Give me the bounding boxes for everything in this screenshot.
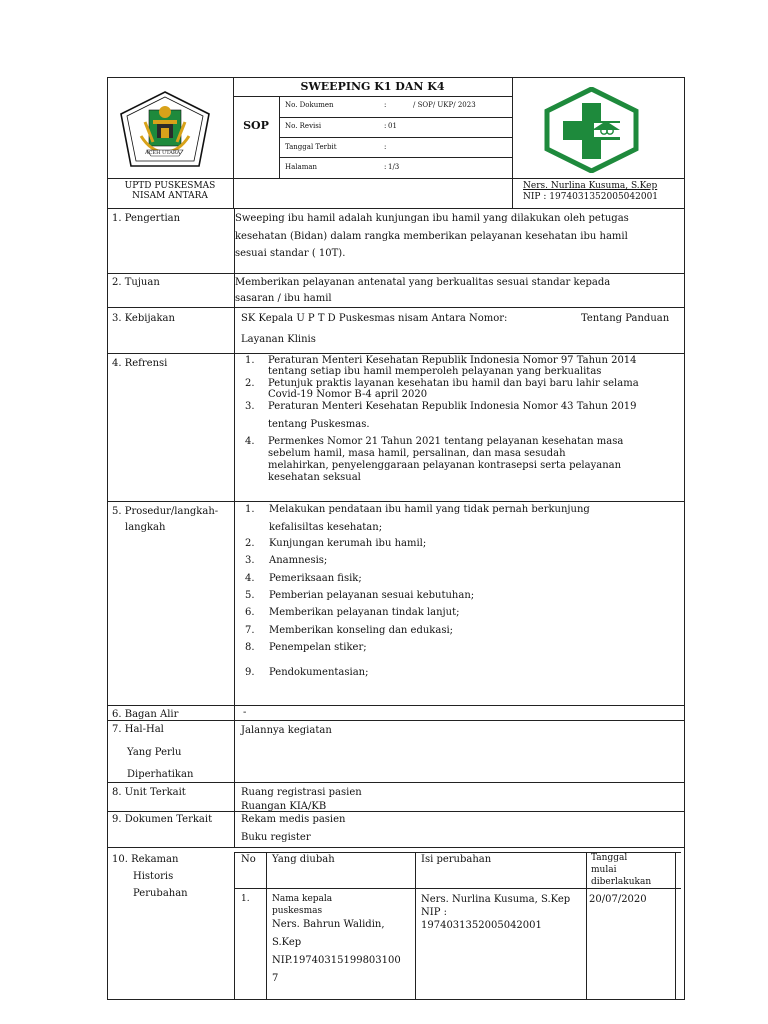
referensi-num-2: 2.: [245, 378, 255, 389]
history-row-yang-5: NIP.19740315199803100: [272, 955, 401, 966]
puskesmas-logo: [544, 87, 639, 173]
signer-nip: NIP : 197403135200504200​1: [523, 192, 659, 202]
history-header-isi: Isi perubahan: [421, 854, 492, 865]
prosedur-num-4: 4.: [245, 573, 255, 584]
history-header-diberlakukan: diberlakukan: [591, 877, 652, 887]
referensi-num-1: 1.: [245, 355, 255, 366]
history-row-yang-1: Nama kepala: [272, 894, 333, 904]
logo-bottom-line: [107, 178, 233, 179]
referensi-3-line-2: tentang Puskesmas.: [268, 419, 370, 430]
referensi-4-line-1: Permenkes Nomor 21 Tahun 2021 tentang pelayanan kesehatan masa: [268, 436, 624, 447]
fields-bottom-line: [233, 178, 512, 179]
row-line-1: [107, 273, 685, 274]
dokumen-value-1: Rekam medis pasien: [241, 814, 346, 825]
field-label-tanggal: Tanggal Terbit: [285, 143, 337, 151]
section-label-referensi: 4. Refrensi: [112, 358, 168, 369]
prosedur-step-7: Memberikan konseling dan edukasi;: [269, 625, 454, 636]
prosedur-step-6: Memberikan pelayanan tindak lanjut;: [269, 607, 460, 618]
history-header-tanggal: Tanggal: [591, 853, 628, 863]
field-line-3: [279, 157, 512, 158]
referensi-1-line-2: tentang setiap ibu hamil memperoleh pelayanan yang berkualitas: [268, 366, 602, 377]
row-line-4: [107, 501, 685, 502]
field-line-1: [279, 117, 512, 118]
pengertian-line-3: sesuai standar ( 10T).: [235, 248, 346, 259]
logo-right-bottom-line: [512, 178, 685, 179]
history-col-2: [415, 852, 416, 999]
referensi-4-line-3: melahirkan, penyelenggaraan pelayanan kontrasepsi serta pelayanan: [268, 460, 622, 471]
history-row-isi-2: NIP :: [421, 907, 447, 918]
history-row-yang-4: S.Kep: [272, 937, 302, 948]
history-row-tanggal: 20/07/2020: [589, 894, 647, 905]
section-label-rekaman: 10. Rekaman: [112, 854, 179, 865]
history-header-yang: Yang diubah: [272, 854, 335, 865]
border-bottom: [107, 999, 685, 1000]
field-label-dokumen: No. Dokumen: [285, 101, 334, 109]
row-line-5: [107, 705, 685, 706]
unit-value-1: Ruang registrasi pasien: [241, 787, 362, 798]
field-value-revisi: 01: [388, 122, 397, 130]
history-col-4: [675, 852, 676, 999]
field-sep-revisi: :: [384, 122, 387, 130]
border-right: [684, 77, 685, 1000]
field-label-halaman: Halaman: [285, 163, 318, 171]
history-header-bottom: [234, 888, 681, 889]
prosedur-step-8: Penempelan stiker;: [269, 642, 367, 653]
history-header-no: No: [241, 854, 256, 865]
section-label-unit: 8. Unit Terkait: [112, 787, 186, 798]
border-left: [107, 77, 108, 1000]
referensi-1-line-1: Peraturan Menteri Kesehatan Republik Indonesia Nomor 97 Tahun 2014: [268, 355, 637, 366]
field-value-dokumen: / SOP/ UKP/ 2023: [413, 101, 476, 109]
prosedur-step-3: Anamnesis;: [269, 555, 328, 566]
prosedur-step-9: Pendokumentasian;: [269, 667, 369, 678]
prosedur-num-2: 2.: [245, 538, 255, 549]
sop-label: SOP: [243, 119, 269, 132]
referensi-num-4: 4.: [245, 436, 255, 447]
prosedur-num-5: 5.: [245, 590, 255, 601]
kebijakan-line-2: Layanan Klinis: [241, 334, 316, 345]
section-label-tujuan: 2. Tujuan: [112, 277, 160, 288]
prosedur-num-7: 7.: [245, 625, 255, 636]
section-label-dokumen: 9. Dokumen Terkait: [112, 814, 213, 825]
sop-document: [107, 77, 685, 1000]
prosedur-num-3: 3.: [245, 555, 255, 566]
field-sep-halaman: :: [384, 163, 387, 171]
aceh-utara-emblem: [117, 90, 213, 172]
field-value-halaman: 1/3: [388, 163, 400, 171]
row-line-6: [107, 720, 685, 721]
history-row-isi-3: 197403135200504200​1: [421, 920, 542, 931]
section-label-pengertian: 1. Pengertian: [112, 213, 181, 224]
field-line-2: [279, 137, 512, 138]
history-col-3: [586, 852, 587, 999]
section-label-prosedur: 5. Prosedur/langkah-: [112, 506, 219, 517]
referensi-4-line-4: kesehatan seksual: [268, 472, 361, 483]
prosedur-num-1: 1.: [245, 504, 255, 515]
unit-value-2: Ruangan KIA/KB: [241, 801, 327, 812]
referensi-num-3: 3.: [245, 401, 255, 412]
history-col-1: [266, 852, 267, 999]
halhal-value: Jalannya kegiatan: [241, 725, 332, 736]
prosedur-step-5: Pemberian pelayanan sesuai kebutuhan;: [269, 590, 475, 601]
history-row-no: 1.: [241, 894, 250, 904]
header-divider-right: [512, 77, 513, 208]
prosedur-num-9: 9.: [245, 667, 255, 678]
section-label-halhal-2: Yang Perlu: [127, 747, 182, 758]
history-row-yang-3: Ners. Bahrun Walidin,: [272, 919, 385, 930]
tujuan-line-1: Memberikan pelayanan antenatal yang berkualitas sesuai standar kepada: [235, 277, 611, 288]
history-row-yang-6: 7: [272, 973, 279, 984]
bagan-value: -: [243, 707, 247, 718]
referensi-2-line-2: Covid-19 Nomor B-4 april 2020: [268, 389, 428, 400]
section-label-prosedur-2: langkah: [125, 522, 166, 533]
prosedur-num-8: 8.: [245, 642, 255, 653]
dokumen-value-2: Buku register: [241, 832, 311, 843]
row-line-7: [107, 782, 685, 783]
history-row-yang-2: puskesmas: [272, 906, 323, 916]
prosedur-num-6: 6.: [245, 607, 255, 618]
referensi-3-line-1: Peraturan Menteri Kesehatan Republik Indonesia Nomor 43 Tahun 2019: [268, 401, 637, 412]
title-underline: [233, 96, 512, 97]
document-title: SWEEPING K1 DAN K4: [300, 80, 445, 93]
pengertian-line-2: kesehatan (Bidan) dalam rangka memberikan pelayanan kesehatan ibu hamil: [235, 231, 628, 242]
field-label-revisi: No. Revisi: [285, 122, 322, 130]
section-label-bagan: 6. Bagan Alir: [112, 709, 179, 720]
row-line-8: [107, 811, 685, 812]
row-line-2: [107, 307, 685, 308]
field-sep-tanggal: :: [384, 143, 387, 151]
emblem-caption: ACEH UTARA: [145, 150, 181, 156]
section-label-halhal: 7. Hal-Hal: [112, 724, 164, 735]
border-top: [107, 77, 685, 78]
prosedur-step-1-cont: kefalisiltas kesehatan;: [269, 522, 383, 533]
section-label-halhal-3: Diperhatikan: [127, 769, 194, 780]
prosedur-step-4: Pemeriksaan fisik;: [269, 573, 362, 584]
pengertian-line-1: Sweeping ibu hamil adalah kunjungan ibu hamil yang dilakukan oleh petugas: [235, 213, 629, 224]
kebijakan-line-1-right: Tentang Panduan: [581, 313, 670, 324]
section-label-rekaman-3: Perubahan: [133, 888, 188, 899]
referensi-2-line-1: Petunjuk praktis layanan kesehatan ibu hamil dan bayi baru lahir selama: [268, 378, 639, 389]
history-header-mulai: mulai: [591, 865, 617, 875]
tujuan-line-2: sasaran / ibu hamil: [235, 293, 332, 304]
history-col-0: [234, 852, 235, 999]
row-line-9: [107, 847, 685, 848]
signer-name: Ners. Nurlina Kusuma, S.Kep: [523, 181, 658, 191]
org-name-line2: NISAM ANTARA: [132, 191, 208, 201]
referensi-4-line-2: sebelum hamil, masa hamil, persalinan, dan masa sesudah: [268, 448, 566, 459]
prosedur-step-2: Kunjungan kerumah ibu hamil;: [269, 538, 427, 549]
section-label-rekaman-2: Historis: [133, 871, 174, 882]
org-name-line1: UPTD PUSKESMAS: [124, 181, 216, 191]
field-sep-dokumen: :: [384, 101, 387, 109]
prosedur-step-1: Melakukan pendataan ibu hamil yang tidak pernah berkunjung: [269, 504, 590, 515]
kebijakan-line-1: SK Kepala U P T D Puskesmas nisam Antara Nomor:: [241, 313, 508, 324]
history-row-isi-1: Ners. Nurlina Kusuma, S.Kep: [421, 894, 571, 905]
section-label-kebijakan: 3. Kebijakan: [112, 313, 175, 324]
header-bottom-line: [107, 208, 685, 209]
